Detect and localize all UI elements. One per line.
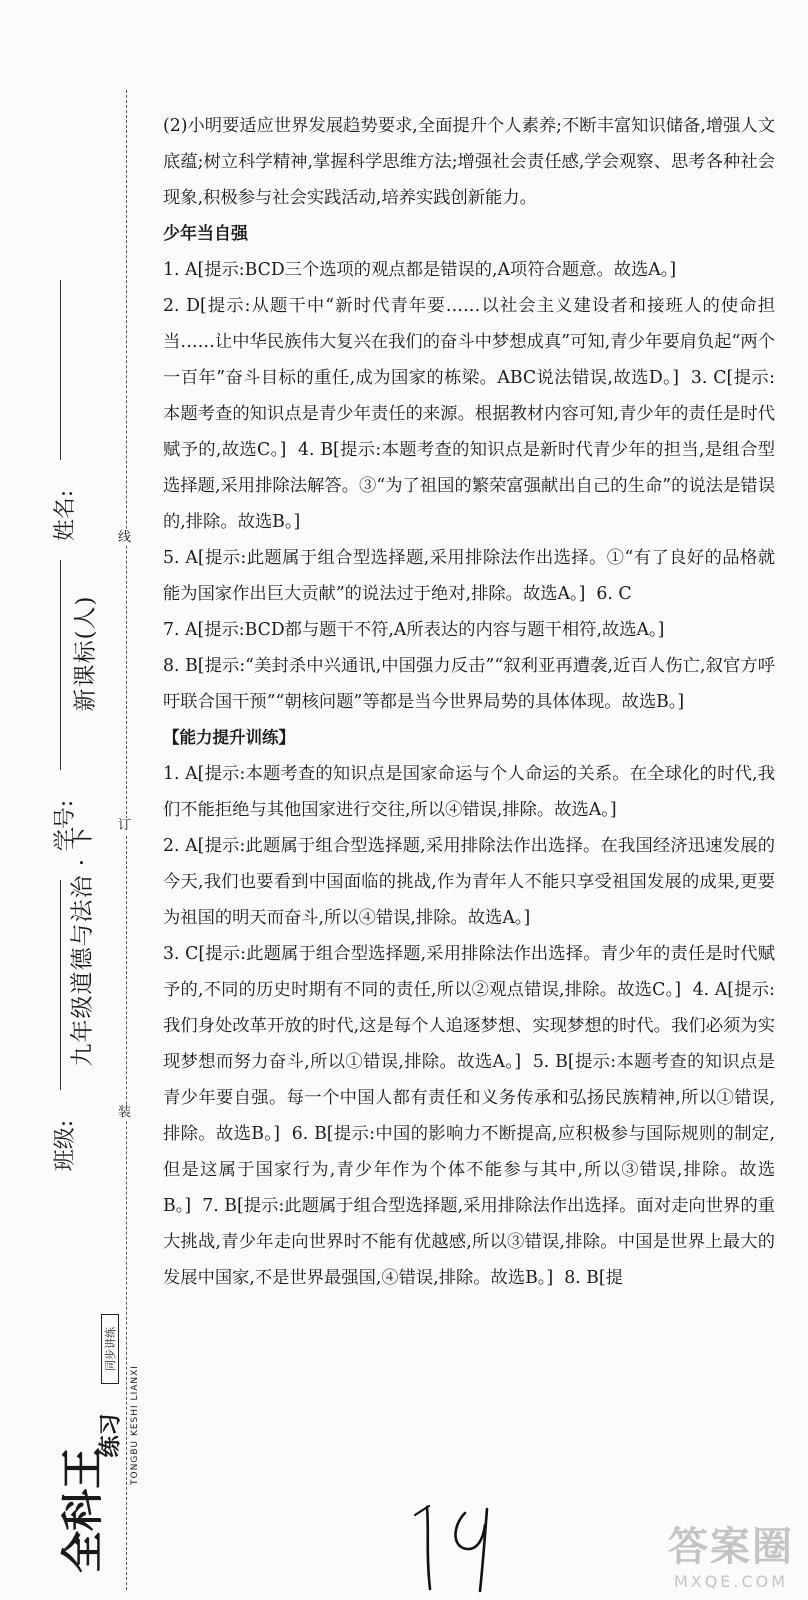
name-label: 姓名: <box>53 489 79 542</box>
logo-sub-text: 练习 <box>98 1413 124 1458</box>
answer-7: 7. A[提示:BCD都与题干不符,A所表达的内容与题干相符,故选A。] <box>163 620 665 640</box>
answer-2-4 <box>163 288 775 540</box>
cut-mark-line: 线 <box>118 530 132 545</box>
brand-logo <box>40 1270 140 1600</box>
answer-content <box>163 108 775 1296</box>
exercise-4: 4. A[提示:我们身处改革开放的时代,这是每个人追逐梦想、实现梦想的时代。我们必须为实现梦想而努力奋斗,所以①错误,排除。故选A。] <box>163 980 775 1072</box>
cut-mark-install: 装 <box>118 1105 132 1120</box>
binding-sidebar <box>0 0 150 1600</box>
watermark <box>668 1515 794 1591</box>
answer-5: 5. A[提示:此题属于组合型选择题,采用排除法作出选择。①“有了良好的品格就能为国家作出巨大贡献”的说法过于绝对,排除。故选A。] <box>163 548 775 604</box>
name-blank-line <box>60 280 61 460</box>
logo-text: 全科王 <box>58 1447 107 1574</box>
answer-3: 3. C[提示:本题考查的知识点是青少年责任的来源。根据教材内容可知,青少年的责任是时代赋予的,故选C。] <box>163 368 775 460</box>
lesson-title: 少年当自强 <box>163 224 248 244</box>
class-label: 班级: <box>53 1119 79 1172</box>
answer-8: 8. B[提示:“美封杀中兴通讯,中国强力反击”“叙利亚再遭袭,近百人伤亡,叙官方呼吁联合国干预”“朝核问题”等都是当今世界局势的具体体现。故选B。] <box>163 656 775 712</box>
cut-mark-bind: 订 <box>118 818 132 833</box>
class-blank-line <box>60 880 61 1090</box>
intro-paragraph: (2)小明要适应世界发展趋势要求,全面提升个人素养;不断丰富知识储备,增强人文底蕴;树立科学精神,掌握科学思维方法;增强社会责任感,学会观察、思考各种社会现象,积极参与社会实践活动,培养实践创新能力。 <box>163 116 775 208</box>
subject-title: 九年级道德与法治 · 下 <box>69 825 96 1067</box>
page-number-handwritten <box>405 1495 515 1599</box>
watermark-text: 答案圈 <box>668 1524 794 1570</box>
exercise-3: 3. C[提示:此题属于组合型选择题,采用排除法作出选择。青少年的责任是时代赋予的,不同的历史时期有不同的责任,所以②观点错误,排除。故选C。] <box>163 944 775 1000</box>
edition-label: 新课标(人) <box>72 595 99 712</box>
exercise-7: 7. B[提示:此题属于组合型选择题,采用排除法作出选择。面对走向世界的重大挑战,青少年走向世界时不能有优越感,所以③错误,排除。中国是世界上最大的发展中国家,不是世界最强国,④错误,排除。故选B。] <box>163 1196 775 1288</box>
logo-pinyin: TONGBU KESHI LIANXI <box>130 1365 140 1485</box>
exercise-2: 2. A[提示:此题属于组合型选择题,采用排除法作出选择。在我国经济迅速发展的今天,我们也要看到中国面临的挑战,作为青年人不能只享受祖国发展的成果,更要为祖国的明天而奋斗,所以④错误,排除。故选A。] <box>163 836 775 928</box>
exercise-5: 5. B[提示:本题考查的知识点是青少年要自强。每一个中国人都有责任和义务传承和弘扬民族精神,所以①错误,排除。故选B。] <box>163 1052 775 1144</box>
logo-badge: 同步讲练 <box>101 1314 119 1384</box>
exercise-6: 6. B[提示:中国的影响力不断提高,应积极参与国际规则的制定,但是这属于国家行为,青少年作为个体不能参与其中,所以③错误,排除。故选B。] <box>163 1124 775 1216</box>
exercise-1: 1. A[提示:本题考查的知识点是国家命运与个人命运的关系。在全球化的时代,我们不能拒绝与其他国家进行交往,所以④错误,排除。故选A。] <box>163 764 775 820</box>
watermark-url: MXQE.COM <box>673 1572 789 1591</box>
exercise-8-start: 8. B[提 <box>564 1268 623 1288</box>
answer-2: 2. D[提示:从题干中“新时代青年要……以社会主义建设者和接班人的使命担当……让中华民族伟大复兴在我们的奋斗中梦想成真”可知,青少年要肩负起“两个一百年”奋斗目标的重任,成为国家的栋梁。ABC说法错误,故选D。] <box>163 296 775 388</box>
answer-1: 1. A[提示:BCD三个选项的观点都是错误的,A项符合题意。故选A。] <box>163 260 677 280</box>
student-id-label: 学号: <box>53 799 79 852</box>
answer-5-6 <box>163 540 775 612</box>
section-title: 【能力提升训练】 <box>163 728 295 747</box>
page-number-strokes <box>405 1495 515 1595</box>
student-id-blank-line <box>60 560 61 770</box>
exercise-3-8 <box>163 936 775 1296</box>
answer-4: 4. B[提示:本题考查的知识点是新时代青少年的担当,是组合型选择题,采用排除法解答。③“为了祖国的繁荣富强献出自己的生命”的说法是错误的,排除。故选B。] <box>163 440 775 532</box>
answer-6: 6. C <box>596 584 632 604</box>
